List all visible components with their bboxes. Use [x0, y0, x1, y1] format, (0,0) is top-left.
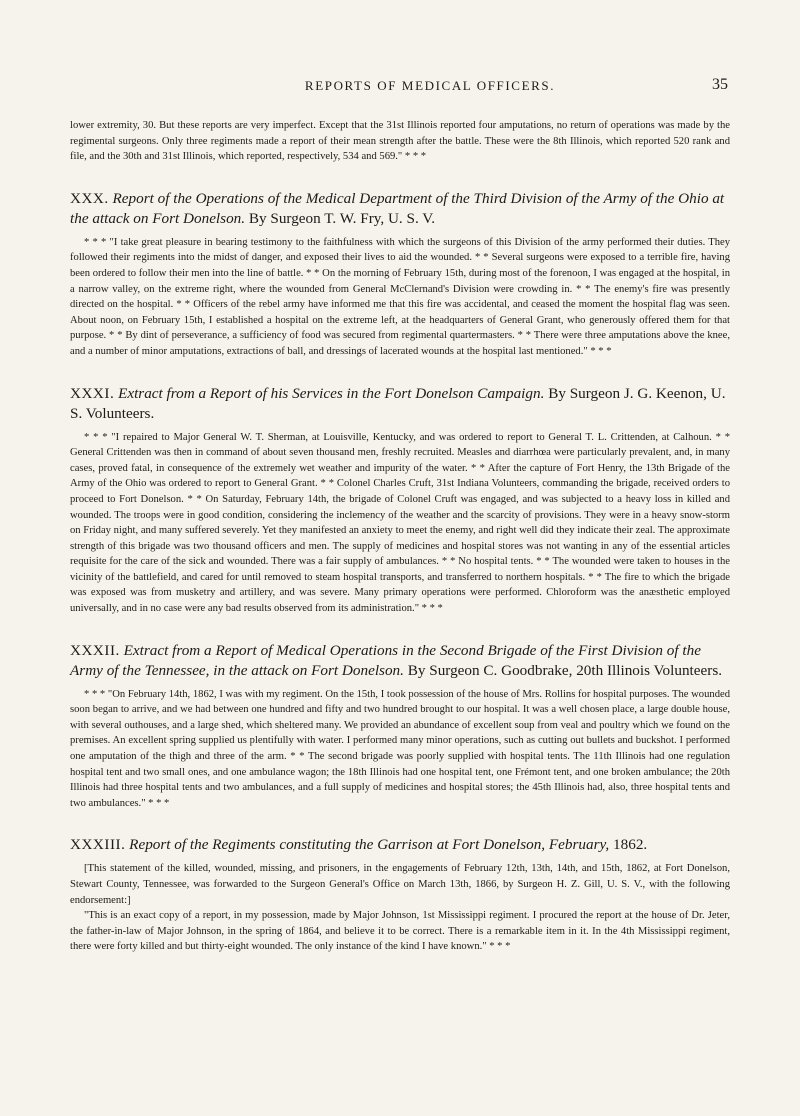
section-byline: By Surgeon C. Goodbrake, 20th Illinois Volunteers.	[407, 661, 723, 679]
section-heading-xxxii	[70, 641, 730, 681]
section-byline: By Surgeon J. G. Keenon, U. S. Volunteers.	[70, 384, 726, 422]
section-paragraph: * * * "On February 14th, 1862, I was with my regiment. On the 15th, I took possession of the house of Mrs. Rollins for hospital purposes. The wounded soon began to arrive, and we had between one hundred and fifty and two hundred brought to our hospital. It was a well chosen place, a large double house, with several outhouses, and a large shed, which sheltered many. We provided an abundance of excellent soup from veal and poultry which we found on the premises. An excellent spring supplied us plentifully with water. I performed many minor operations, such as cutting out bullets and buckshot. I performed one amputation of the thigh and three of the arm. * * The second brigade was poorly supplied with hospital tents. The 11th Illinois had one regulation hospital tent and two small ones, and one ambulance wagon; the 18th Illinois had one hospital tent, one Frémont tent, and one broken ambulance; the 20th Illinois had three hospital tents and two ambulances, and a full supply of medicines and hospital stores; the 45th Illinois had, also, three hospital tents and two ambulances." * * *	[70, 688, 730, 809]
section-paragraph: [This statement of the killed, wounded, missing, and prisoners, in the engagements of February 12th, 13th, 14th, and 15th, 1862, at Fort Donelson, Stewart County, Tennessee, was forwarded to the Surgeon General's Office on March 13th, 1866, by Surgeon H. Z. Gill, U. S. V., with the following endorsement:]	[70, 863, 730, 906]
section-byline: By Surgeon T. W. Fry, U. S. V.	[248, 209, 436, 227]
section-title: Report of the Operations of the Medical Department of the Third Division of the Army of the Ohio at the attack on Fort Donelson.	[70, 189, 725, 227]
running-head: REPORTS OF MEDICAL OFFICERS.	[304, 78, 556, 93]
section-title: Extract from a Report of Medical Operations in the Second Brigade of the First Division of the Army of the Tennessee, in the attack on Fort Donelson.	[70, 641, 701, 679]
page-number: 35	[712, 76, 728, 93]
section-heading-xxx	[70, 189, 730, 229]
section-heading-xxxi	[70, 384, 730, 424]
section-number: XXX.	[70, 189, 109, 207]
section-paragraph: * * * "I take great pleasure in bearing testimony to the faithfulness with which the surgeons of this Division of the army performed their duties. They followed their regiments into the midst of danger, and exposed their lives to aid the wounded. * * Several surgeons were exposed to a terrible fire, having been ordered to follow their men into the line of battle. * * On the morning of February 15th, during most of the forenoon, I was engaged at the hospital, in a narrow valley, on the extreme right, where the wounded from General McClernand's Division were crowding in. * * The enemy's fire was presently directed on the hospital. * * Officers of the rebel army have informed me that this fire was accidental, and ceased the moment the hospital flag was seen. About noon, on February 15th, I established a hospital on the extreme left, at the headquarters of General Grant, who generously offered them for that purpose. * * By dint of perseverance, a sufficiency of food was secured from regimental quartermasters. * * There were three amputations above the knee, and a number of minor amputations, extractions of ball, and dressings of lacerated wounds at the hospital last mentioned." * * *	[70, 236, 730, 357]
section-byline: 1862.	[613, 836, 648, 854]
section-paragraph: * * * "I repaired to Major General W. T. Sherman, at Louisville, Kentucky, and was ordered to report to General T. L. Crittenden, at Calhoun. * * General Crittenden was then in command of about seven thousand men, freshly recruited. Measles and diarrhœa were particularly prevalent, and, in many cases, proved fatal, in consequence of the extremely wet weather and impurity of the water. * * After the capture of Fort Henry, the 13th Brigade of the Army of the Ohio was ordered to report to General Grant. * * Colonel Charles Cruft, 31st Indiana Volunteers, commanding the brigade, received orders to proceed to Fort Donelson. * * On Saturday, February 14th, the brigade of Colonel Cruft was engaged, and was subjected to a heavy loss in killed and wounded. The troops were in good condition, considering the inclemency of the weather and the scarcity of provisions. They were in a heavy snow-storm on Friday night, and many suffered severely. Yet they manifested an anxiety to meet the enemy, and right well did they indicate their zeal. The approximate strength of this brigade was two thousand officers and men. The supply of medicines and hospital stores was not wanting in any of the essential articles requisite for the care of the sick and wounded. There was a fair supply of ambulances. * * No hospital tents. * * The wounded were taken to houses in the vicinity of the battlefield, and cared for until removed to steam hospital transports, and transferred to northern hospitals. * * The fire to which the brigade was exposed was from musketry and artillery, and was severe. Many primary operations were performed. Chloroform was the anæsthetic employed universally, and in no case were any bad results observed from its administration." * * *	[70, 431, 730, 615]
section-number: XXXIII.	[70, 836, 126, 854]
section-paragraph: "This is an exact copy of a report, in my possession, made by Major Johnson, 1st Mississippi regiment. I procured the report at the house of Dr. Jeter, the father-in-law of Major Johnson, in the spring of 1864, and believe it to be correct. There is a remarkable item in it. In the 4th Mississippi regiment, there were forty killed and but thirty-eight wounded. The only instance of the kind I have known." * * *	[70, 910, 730, 953]
section-heading-xxxiii	[70, 835, 730, 855]
section-number: XXXII.	[70, 641, 120, 659]
section-number: XXXI.	[70, 384, 115, 402]
section-title: Report of the Regiments constituting the Garrison at Fort Donelson, February,	[129, 836, 610, 854]
opening-paragraph: lower extremity, 30. But these reports are very imperfect. Except that the 31st Illinois reported four amputations, no return of operations was made by the regimental surgeons. Only three regiments made a report of their mean strength after the battle. These were the 8th Illinois, which reported 520 rank and file, and the 30th and 31st Illinois, which reported, respectively, 534 and 569." * * *	[70, 120, 730, 163]
page-content	[70, 118, 730, 955]
section-title: Extract from a Report of his Services in the Fort Donelson Campaign.	[118, 384, 545, 402]
